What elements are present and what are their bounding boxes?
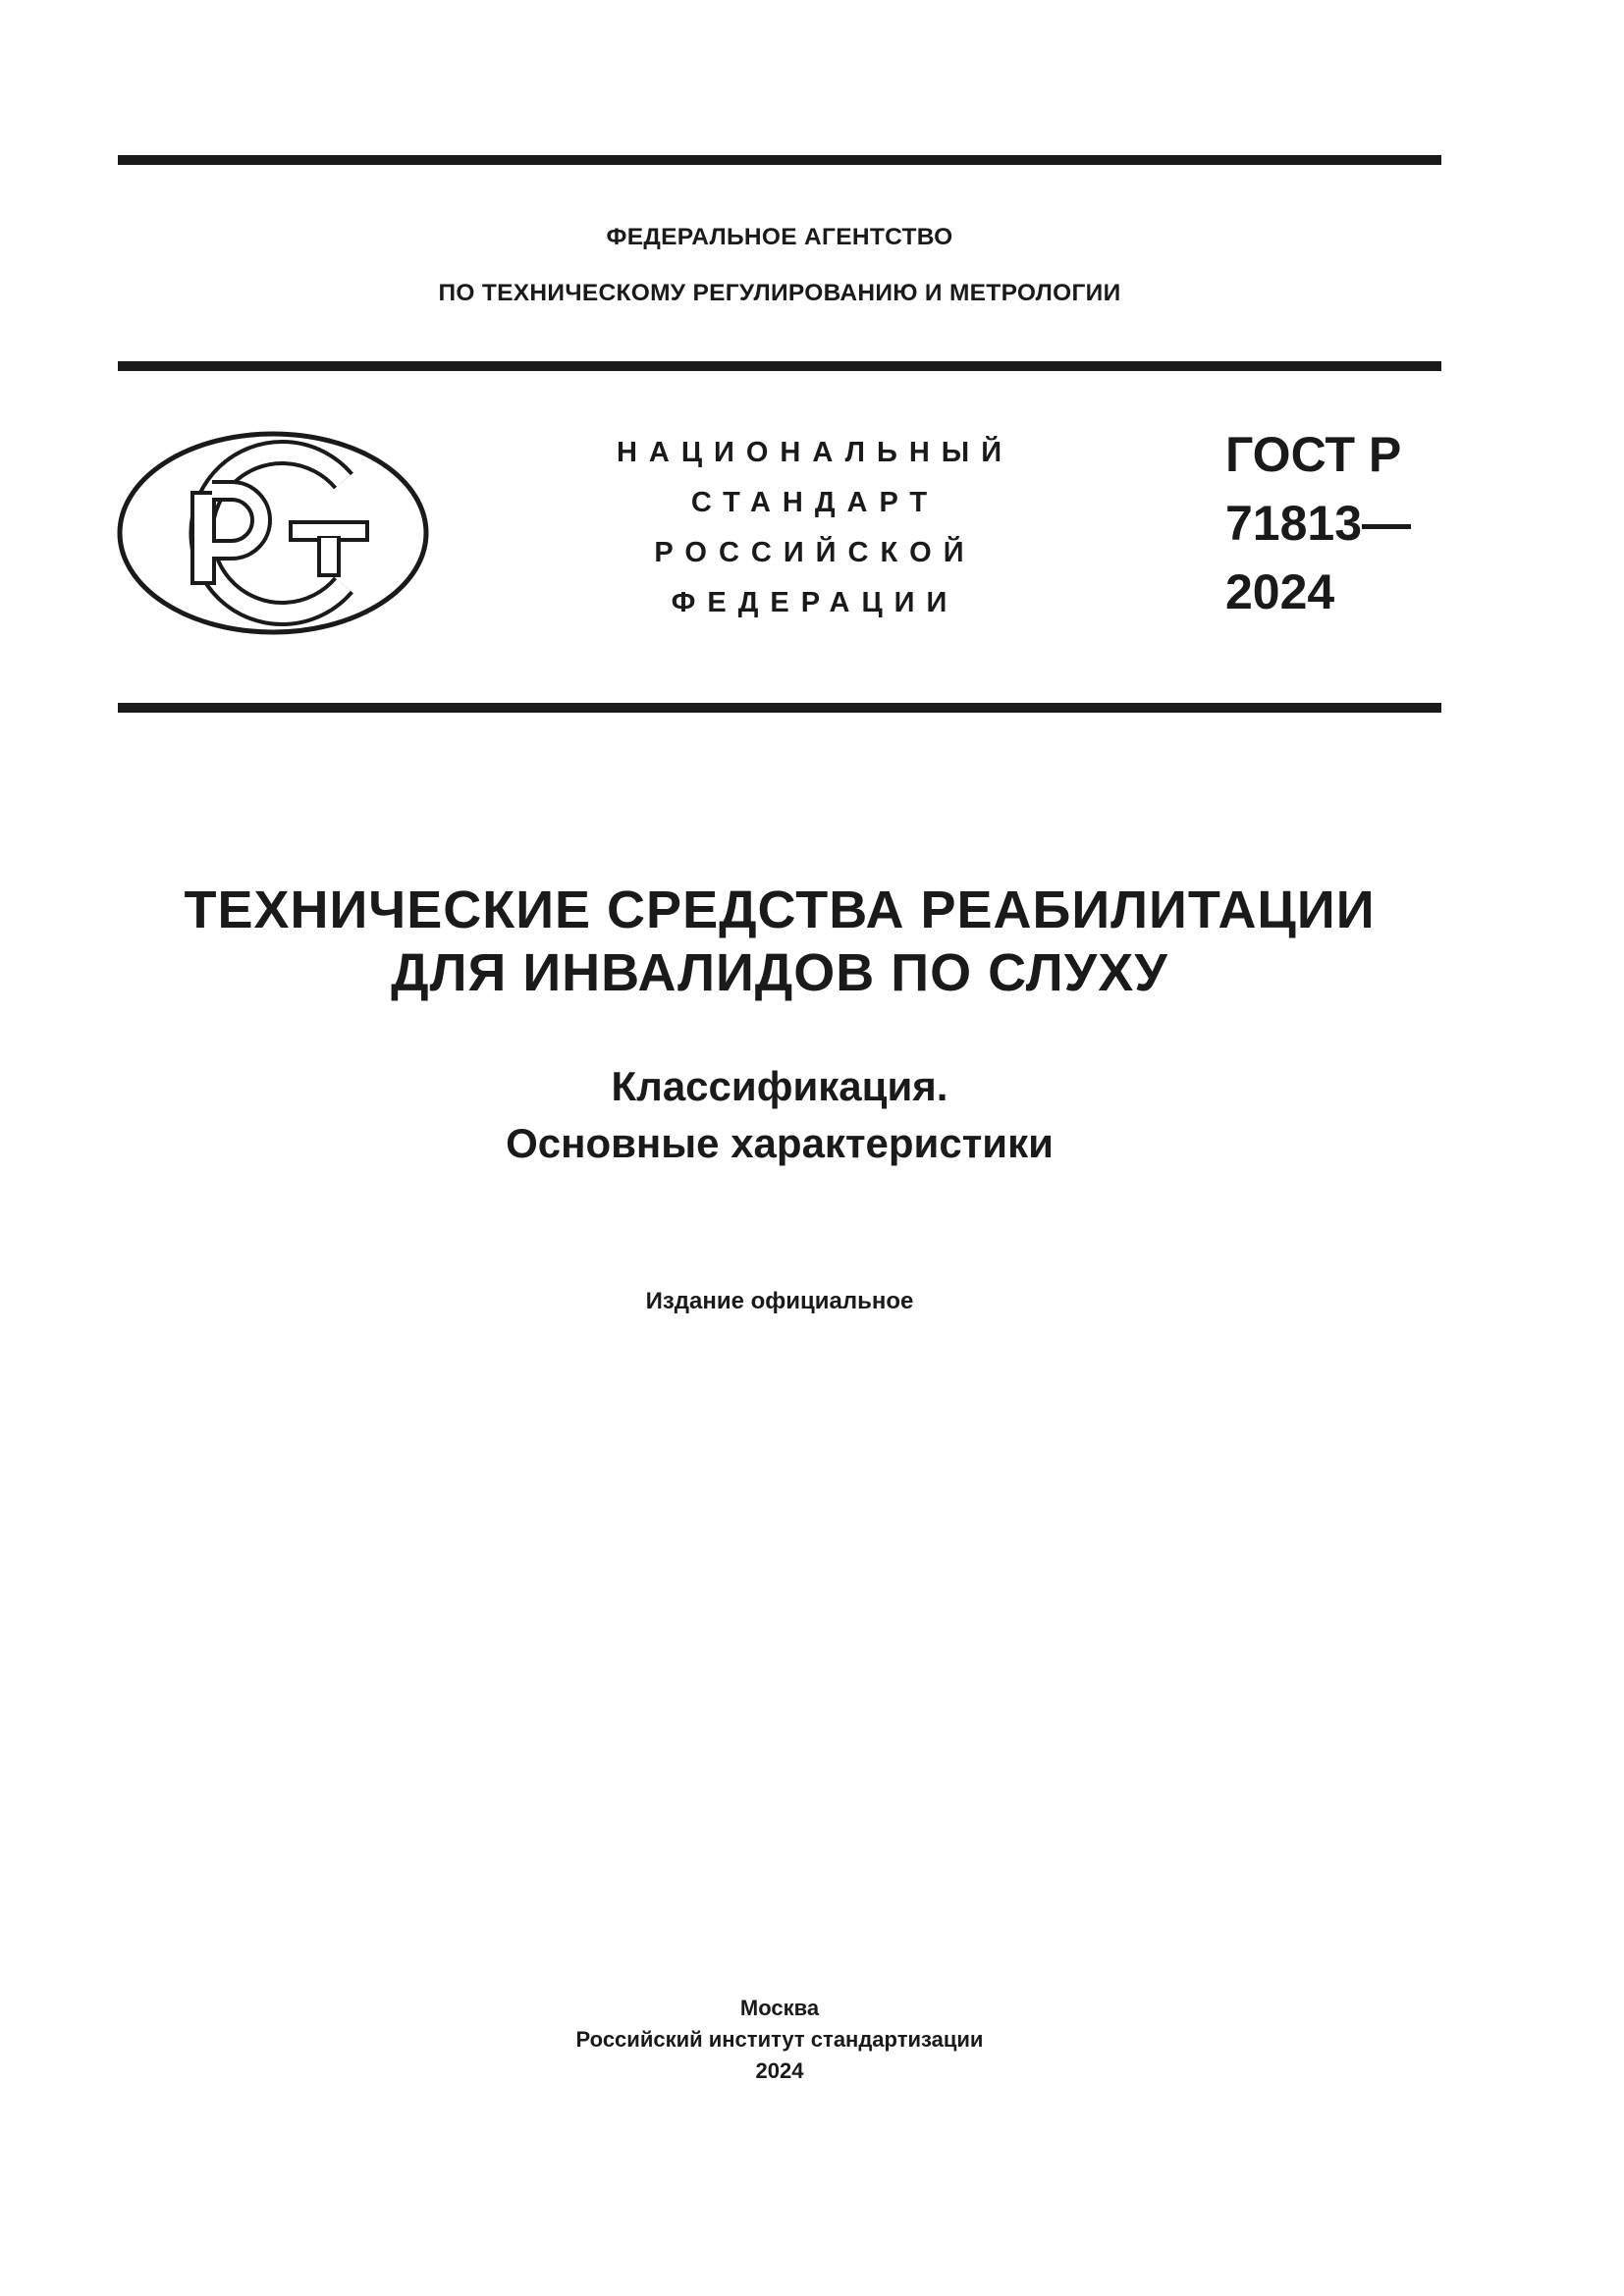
document-subtitle-line: Основные характеристики bbox=[506, 1120, 1054, 1166]
agency-name-line-2: ПО ТЕХНИЧЕСКОМУ РЕГУЛИРОВАНИЮ И МЕТРОЛОГИИ bbox=[438, 280, 1121, 306]
document-title-line: ТЕХНИЧЕСКИЕ СРЕДСТВА РЕАБИЛИТАЦИИ bbox=[184, 881, 1376, 939]
document-title-line: ДЛЯ ИНВАЛИДОВ ПО СЛУХУ bbox=[391, 943, 1168, 1002]
imprint-year: 2024 bbox=[755, 2058, 804, 2083]
national-standard-line: СТАНДАРТ bbox=[690, 487, 940, 518]
masthead-divider bbox=[118, 703, 1441, 713]
document-subtitle-line: Классификация. bbox=[611, 1063, 948, 1109]
publisher-imprint bbox=[118, 1993, 1441, 2087]
imprint-publisher: Российский институт стандартизации bbox=[575, 2027, 984, 2052]
designation-line: ГОСТ Р bbox=[1225, 427, 1402, 482]
document-subtitle bbox=[118, 1058, 1441, 1172]
designation-line: 2024 bbox=[1225, 564, 1335, 619]
agency-name-line-1: ФЕДЕРАЛЬНОЕ АГЕНТСТВО bbox=[606, 224, 953, 250]
imprint-city: Москва bbox=[739, 1996, 820, 2020]
document-title bbox=[118, 879, 1441, 1004]
official-edition-note: Издание официальное bbox=[645, 1288, 914, 1314]
standard-designation bbox=[1225, 420, 1411, 626]
national-standard-line: ФЕДЕРАЦИИ bbox=[671, 587, 959, 618]
rst-certification-mark-icon bbox=[116, 430, 430, 636]
designation-line: 71813— bbox=[1225, 496, 1412, 551]
national-standard-label bbox=[589, 428, 1041, 628]
national-standard-line: РОССИЙСКОЙ bbox=[654, 537, 976, 568]
header-divider bbox=[118, 361, 1441, 371]
top-divider bbox=[118, 155, 1441, 165]
national-standard-line: НАЦИОНАЛЬНЫЙ bbox=[616, 437, 1014, 468]
